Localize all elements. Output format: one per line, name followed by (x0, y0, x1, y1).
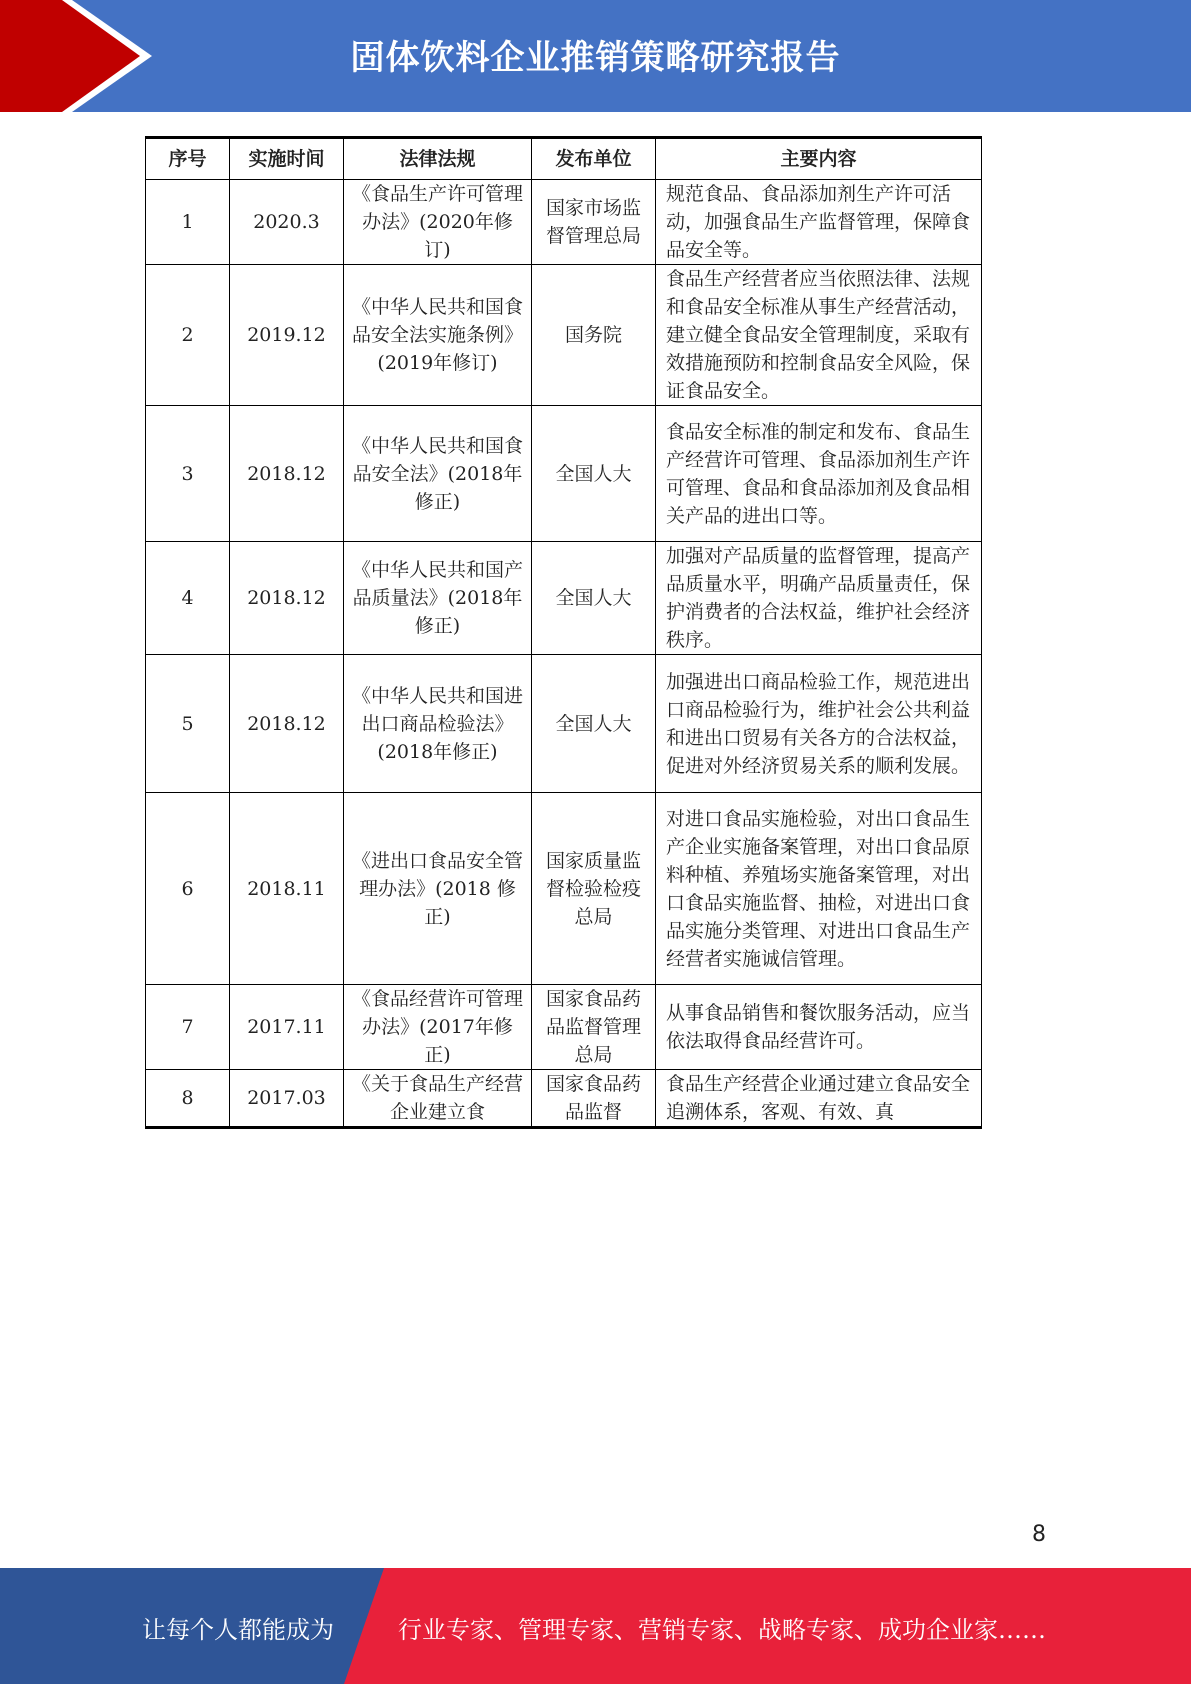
cell-content: 加强对产品质量的监督管理，提高产品质量水平，明确产品质量责任，保护消费者的合法权益，维护社会经济秩序。 (656, 542, 982, 655)
cell-no: 6 (146, 793, 230, 985)
table-row (146, 655, 982, 793)
cell-content: 从事食品销售和餐饮服务活动，应当依法取得食品经营许可。 (656, 985, 982, 1070)
cell-law: 《中华人民共和国食品安全法》(2018年修正) (344, 406, 532, 542)
cell-date: 2019.12 (230, 265, 344, 406)
cell-date: 2018.11 (230, 793, 344, 985)
report-title: 固体饮料企业推销策略研究报告 (350, 38, 841, 78)
cell-law: 《中华人民共和国产品质量法》(2018年修正) (344, 542, 532, 655)
cell-law: 《中华人民共和国进出口商品检验法》(2018年修正) (344, 655, 532, 793)
footer-slogan-left: 让每个人都能成为 (142, 1616, 334, 1644)
cell-issuer: 国务院 (532, 265, 656, 406)
cell-content: 对进口食品实施检验，对出口食品生产企业实施备案管理，对出口食品原料种植、养殖场实施备案管理，对出口食品实施监督、抽检，对进出口食品实施分类管理、对进出口食品生产经营者实施诚信管理。 (656, 793, 982, 985)
header-banner (0, 0, 1191, 112)
cell-issuer: 国家食品药品监督管理总局 (532, 985, 656, 1070)
cell-date: 2020.3 (230, 180, 344, 265)
page-number: 8 (1032, 1522, 1046, 1547)
cell-content: 食品生产经营企业通过建立食品安全追溯体系，客观、有效、真 (656, 1070, 982, 1128)
cell-law: 《食品经营许可管理办法》(2017年修正) (344, 985, 532, 1070)
regulations-table (145, 136, 982, 1129)
table-row (146, 265, 982, 406)
cell-issuer: 全国人大 (532, 655, 656, 793)
cell-no: 7 (146, 985, 230, 1070)
table-row (146, 180, 982, 265)
cell-law: 《关于食品生产经营企业建立食 (344, 1070, 532, 1128)
cell-issuer: 全国人大 (532, 542, 656, 655)
cell-date: 2017.03 (230, 1070, 344, 1128)
cell-issuer: 国家质量监督检验检疫总局 (532, 793, 656, 985)
table-header-row (146, 138, 982, 180)
cell-law: 《中华人民共和国食品安全法实施条例》(2019年修订) (344, 265, 532, 406)
col-header-date: 实施时间 (230, 138, 344, 180)
cell-date: 2018.12 (230, 655, 344, 793)
table-row (146, 985, 982, 1070)
cell-no: 3 (146, 406, 230, 542)
table-row (146, 542, 982, 655)
cell-date: 2018.12 (230, 406, 344, 542)
regulations-table-wrap (145, 136, 981, 1129)
cell-no: 2 (146, 265, 230, 406)
cell-content: 食品安全标准的制定和发布、食品生产经营许可管理、食品添加剂生产许可管理、食品和食品添加剂及食品相关产品的进出口等。 (656, 406, 982, 542)
col-header-issuer: 发布单位 (532, 138, 656, 180)
cell-issuer: 国家食品药品监督 (532, 1070, 656, 1128)
cell-issuer: 全国人大 (532, 406, 656, 542)
cell-law: 《食品生产许可管理办法》(2020年修订) (344, 180, 532, 265)
cell-no: 1 (146, 180, 230, 265)
cell-date: 2017.11 (230, 985, 344, 1070)
footer-slogan-right: 行业专家、管理专家、营销专家、战略专家、成功企业家…… (398, 1616, 1046, 1644)
cell-content: 食品生产经营者应当依照法律、法规和食品安全标准从事生产经营活动，建立健全食品安全管理制度，采取有效措施预防和控制食品安全风险，保证食品安全。 (656, 265, 982, 406)
cell-content: 加强进出口商品检验工作，规范进出口商品检验行为，维护社会公共利益和进出口贸易有关各方的合法权益，促进对外经济贸易关系的顺利发展。 (656, 655, 982, 793)
footer-banner (0, 1568, 1191, 1684)
cell-no: 8 (146, 1070, 230, 1128)
col-header-law: 法律法规 (344, 138, 532, 180)
col-header-content: 主要内容 (656, 138, 982, 180)
cell-no: 5 (146, 655, 230, 793)
cell-issuer: 国家市场监督管理总局 (532, 180, 656, 265)
cell-law: 《进出口食品安全管理办法》(2018 修正) (344, 793, 532, 985)
col-header-no: 序号 (146, 138, 230, 180)
table-row (146, 1070, 982, 1128)
cell-no: 4 (146, 542, 230, 655)
table-row (146, 793, 982, 985)
cell-content: 规范食品、食品添加剂生产许可活动，加强食品生产监督管理，保障食品安全等。 (656, 180, 982, 265)
table-row (146, 406, 982, 542)
cell-date: 2018.12 (230, 542, 344, 655)
